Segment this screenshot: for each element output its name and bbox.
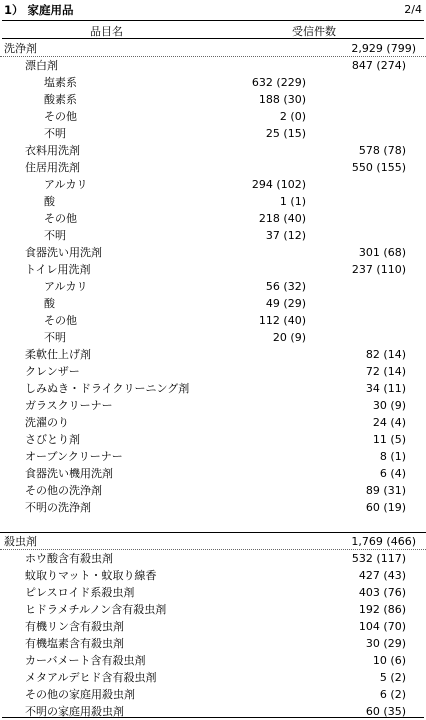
column-header-count: 受信件数 [292,25,336,38]
table-row [0,193,426,210]
table-row [0,669,426,686]
row-count-c2: 578 (78) [358,144,406,157]
table-row [0,57,426,74]
row-item-name: 殺虫剤 [4,535,37,548]
table-row [0,176,426,193]
row-count-c2: 34 (11) [365,382,406,395]
row-item-name: 洗濯のり [25,416,69,429]
row-item-name: 住居用洗剤 [25,161,80,174]
row-item-name: 不明 [44,127,66,140]
page-title: 1） 家庭用品 [4,3,74,17]
table-row [0,499,426,516]
table-row [0,159,426,176]
row-count-c2: 10 (6) [372,654,406,667]
row-item-name: ガラスクリーナー [25,399,113,412]
row-count-c3: 49 (29) [265,297,306,310]
row-count-c3: 25 (15) [265,127,306,140]
row-count-c2: 104 (70) [358,620,406,633]
table-row [0,142,426,159]
row-item-name: 不明の洗浄剤 [25,501,91,514]
row-count-c3: 112 (40) [258,314,306,327]
table-row [0,431,426,448]
table-row [0,635,426,652]
table-row [0,584,426,601]
row-count-c2: 237 (110) [351,263,406,276]
table-row [0,312,426,329]
row-item-name: ヒドラメチルノン含有殺虫剤 [25,603,167,616]
row-item-name: 塩素系 [44,76,77,89]
row-item-name: 漂白剤 [25,59,58,72]
row-count-c3: 56 (32) [265,280,306,293]
table-row [0,278,426,295]
table-header [0,21,426,38]
table-row [0,686,426,703]
table-row [0,244,426,261]
row-count-c3: 37 (12) [265,229,306,242]
table-row [0,74,426,91]
table-row [0,125,426,142]
row-item-name: しみぬき・ドライクリーニング剤 [25,382,190,395]
header-bottom-rule [2,38,424,39]
row-item-name: 食器洗い機用洗剤 [25,467,113,480]
row-item-name: 有機リン含有殺虫剤 [25,620,124,633]
row-count-c2: 82 (14) [365,348,406,361]
row-item-name: 有機塩素含有殺虫剤 [25,637,124,650]
row-count-c3: 632 (229) [251,76,306,89]
row-count-c2: 30 (9) [372,399,406,412]
row-count-c3: 20 (9) [272,331,306,344]
table-row [0,108,426,125]
row-count-c2: 30 (29) [365,637,406,650]
row-item-name: その他 [44,314,77,327]
table-row [0,516,426,533]
row-item-name: 不明 [44,229,66,242]
table-row [0,448,426,465]
table-row [0,363,426,380]
row-count-c2: 532 (117) [351,552,406,565]
row-item-name: カーバメート含有殺虫剤 [25,654,146,667]
row-item-name: 酸 [44,297,55,310]
row-item-name: 不明の家庭用殺虫剤 [25,705,124,718]
table-row [0,618,426,635]
table-bottom-rule [2,717,424,718]
row-count-c2: 427 (43) [358,569,406,582]
row-item-name: 酸素系 [44,93,77,106]
row-item-name: クレンザー [25,365,80,378]
table-row [0,346,426,363]
table-row [0,40,426,57]
row-item-name: 衣料用洗剤 [25,144,80,157]
table-row [0,652,426,669]
row-item-name: アルカリ [44,280,88,293]
column-header-item: 品目名 [90,25,123,38]
row-count-c2: 8 (1) [379,450,406,463]
row-count-c3: 294 (102) [251,178,306,191]
row-item-name: 不明 [44,331,66,344]
row-count-c3: 188 (30) [258,93,306,106]
row-count-c3: 218 (40) [258,212,306,225]
table-row [0,329,426,346]
row-count-c2: 6 (2) [379,688,406,701]
row-item-name: さびとり剤 [25,433,80,446]
row-count-c2: 6 (4) [379,467,406,480]
row-item-name: その他の洗浄剤 [25,484,102,497]
row-count-c3: 1 (1) [279,195,306,208]
row-item-name: 酸 [44,195,55,208]
row-item-name: メタアルデヒド含有殺虫剤 [25,671,157,684]
row-item-name: 柔軟仕上げ剤 [25,348,91,361]
row-item-name: その他の家庭用殺虫剤 [25,688,135,701]
row-count-c2: 301 (68) [358,246,406,259]
table-row [0,210,426,227]
table-row [0,295,426,312]
table-row [0,482,426,499]
row-count-c2: 550 (155) [351,161,406,174]
table-row [0,261,426,278]
row-count-c2: 403 (76) [358,586,406,599]
row-count-c2: 5 (2) [379,671,406,684]
row-count-c2: 11 (5) [372,433,406,446]
table-row [0,601,426,618]
row-item-name: アルカリ [44,178,88,191]
row-count-c2: 192 (86) [358,603,406,616]
row-count-c1: 2,929 (799) [351,42,416,55]
row-item-name: 蚊取りマット・蚊取り線香 [25,569,157,582]
table-row [0,414,426,431]
row-item-name: その他 [44,212,77,225]
row-count-c2: 60 (35) [365,705,406,718]
row-item-name: 食器洗い用洗剤 [25,246,102,259]
table-row [0,380,426,397]
row-item-name: ピレスロイド系殺虫剤 [25,586,135,599]
table-row [0,567,426,584]
row-count-c3: 2 (0) [279,110,306,123]
row-count-c2: 60 (19) [365,501,406,514]
row-count-c1: 1,769 (466) [351,535,416,548]
row-item-name: ホウ酸含有殺虫剤 [25,552,113,565]
table-row [0,550,426,567]
table-row [0,397,426,414]
row-count-c2: 89 (31) [365,484,406,497]
row-item-name: オーブンクリーナー [25,450,123,463]
table-row [0,91,426,108]
row-count-c2: 72 (14) [365,365,406,378]
row-count-c2: 847 (274) [351,59,406,72]
row-item-name: トイレ用洗剤 [25,263,91,276]
row-item-name: その他 [44,110,77,123]
table-row [0,227,426,244]
table-row [0,533,426,550]
row-count-c2: 24 (4) [372,416,406,429]
page-number: 2/4 [404,3,422,16]
row-item-name: 洗浄剤 [4,42,37,55]
table-row [0,465,426,482]
